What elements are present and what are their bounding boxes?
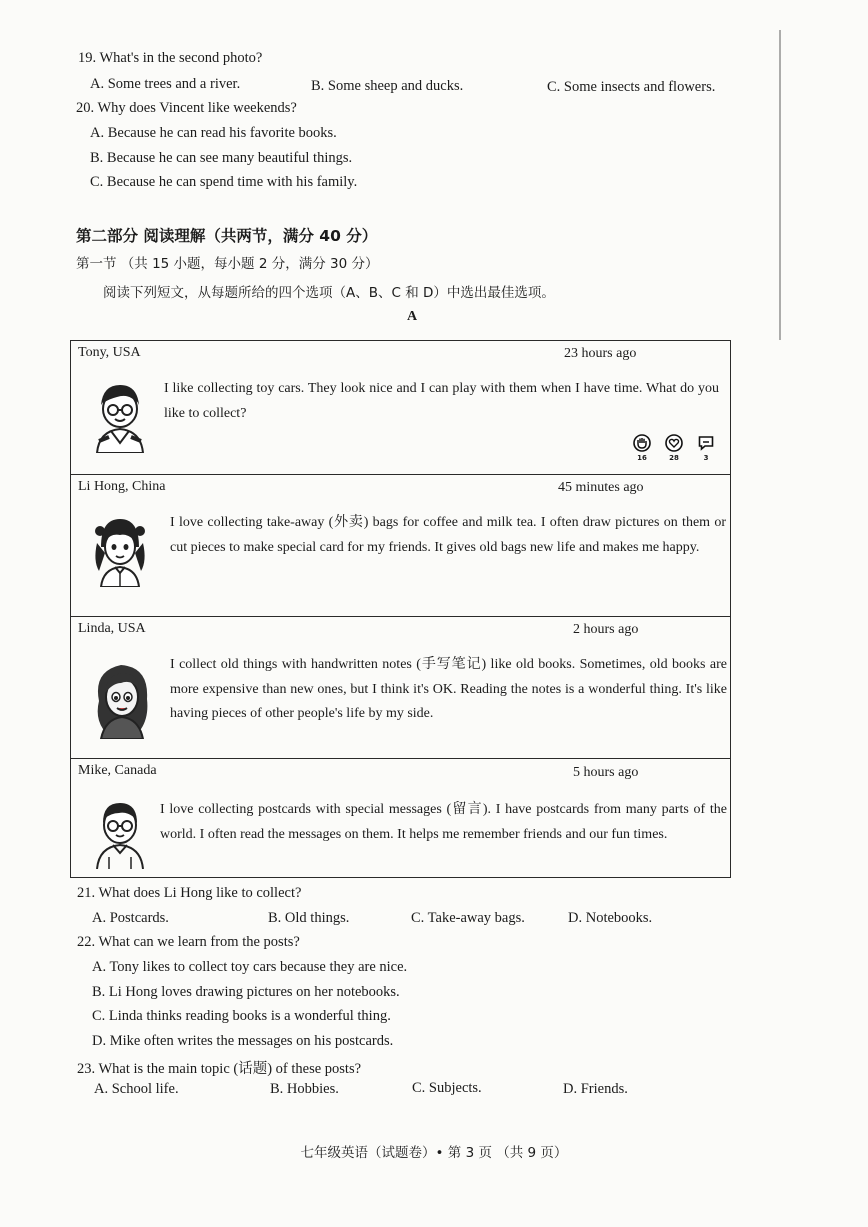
q21-option-c: C. Take-away bags.	[411, 910, 525, 926]
like-count: 16	[637, 454, 647, 462]
post-time: 2 hours ago	[573, 622, 639, 637]
post-time: 5 hours ago	[573, 765, 639, 780]
post-author: Tony, USA	[78, 345, 141, 360]
post-author: Li Hong, China	[78, 479, 166, 494]
q23-option-c: C. Subjects.	[412, 1080, 482, 1096]
post-text: I love collecting postcards with special messages (留言). I have postcards from many parts of the world. I often read the messages on them. It helps me remember friends and our fun times.	[160, 802, 727, 842]
post-mike	[71, 758, 730, 879]
like-reaction[interactable]	[632, 434, 652, 462]
q20-option-b: B. Because he can see many beautiful things.	[90, 150, 353, 166]
question-23: 23. What is the main topic (话题) of these posts?	[77, 1061, 362, 1077]
q21-option-b: B. Old things.	[268, 910, 350, 926]
section-one-title: 第一节 （共 15 小题，每小题 2 分，满分 30 分）	[76, 256, 379, 272]
q22-option-c: C. Linda thinks reading books is a wonderful thing.	[92, 1008, 391, 1024]
avatar	[91, 381, 149, 458]
post-time: 45 minutes ago	[558, 480, 644, 495]
post-author: Mike, Canada	[78, 763, 157, 778]
q21-option-d: D. Notebooks.	[568, 910, 653, 926]
love-count: 28	[669, 454, 679, 462]
q22-option-d: D. Mike often writes the messages on his postcards.	[92, 1033, 394, 1049]
heart-icon	[665, 434, 683, 452]
comment-count: 3	[703, 454, 709, 462]
scan-edge-line	[779, 30, 781, 340]
post-text: I love collecting take-away (外卖) bags for coffee and milk tea. I often draw pictures on them or cut pieces to make special card for my friends. It gives old bags new life and makes me happy.	[170, 515, 726, 555]
question-19: 19. What's in the second photo?	[78, 50, 263, 66]
question-21: 21. What does Li Hong like to collect?	[77, 885, 302, 901]
post-time: 23 hours ago	[564, 346, 637, 361]
post-li-hong	[71, 474, 730, 616]
avatar	[91, 797, 149, 874]
comment-icon	[697, 434, 715, 452]
reading-instruction: 阅读下列短文，从每题所给的四个选项（A、B、C 和 D）中选出最佳选项。	[103, 285, 555, 301]
hand-icon	[633, 434, 651, 452]
post-text: I collect old things with handwritten notes (手写笔记) like old books. Sometimes, old books are more expensive than new ones, but I think it's OK. Reading the notes is a wonderful thing. It's like having pieces of other people's life by my side.	[170, 657, 727, 721]
q20-option-c: C. Because he can spend time with his family.	[90, 174, 358, 190]
reaction-bar	[632, 434, 716, 462]
comment-reaction[interactable]	[696, 434, 716, 462]
part-two-title: 第二部分 阅读理解（共两节，满分 40 分）	[76, 227, 378, 245]
q22-option-b: B. Li Hong loves drawing pictures on her notebooks.	[92, 984, 400, 1000]
q23-option-b: B. Hobbies.	[270, 1081, 339, 1097]
avatar	[91, 513, 149, 592]
post-author: Linda, USA	[78, 621, 146, 636]
love-reaction[interactable]	[664, 434, 684, 462]
passage-label: A	[407, 309, 418, 324]
question-20: 20. Why does Vincent like weekends?	[76, 100, 297, 116]
question-22: 22. What can we learn from the posts?	[77, 934, 300, 950]
q21-option-a: A. Postcards.	[92, 910, 169, 926]
avatar	[91, 657, 153, 744]
page-footer: 七年级英语（试题卷）• 第 3 页 （共 9 页）	[300, 1145, 568, 1161]
q19-option-b: B. Some sheep and ducks.	[311, 78, 464, 94]
q23-option-d: D. Friends.	[563, 1081, 628, 1097]
q22-option-a: A. Tony likes to collect toy cars because they are nice.	[92, 959, 408, 975]
post-tony	[71, 341, 730, 474]
q19-option-c: C. Some insects and flowers.	[547, 79, 716, 95]
post-text: I like collecting toy cars. They look nice and I can play with them when I have time. What do you like to collect?	[164, 381, 719, 421]
q20-option-a: A. Because he can read his favorite books.	[90, 125, 337, 141]
q23-option-a: A. School life.	[94, 1081, 179, 1097]
posts-board	[70, 340, 731, 878]
q19-option-a: A. Some trees and a river.	[90, 76, 241, 92]
post-linda	[71, 616, 730, 758]
